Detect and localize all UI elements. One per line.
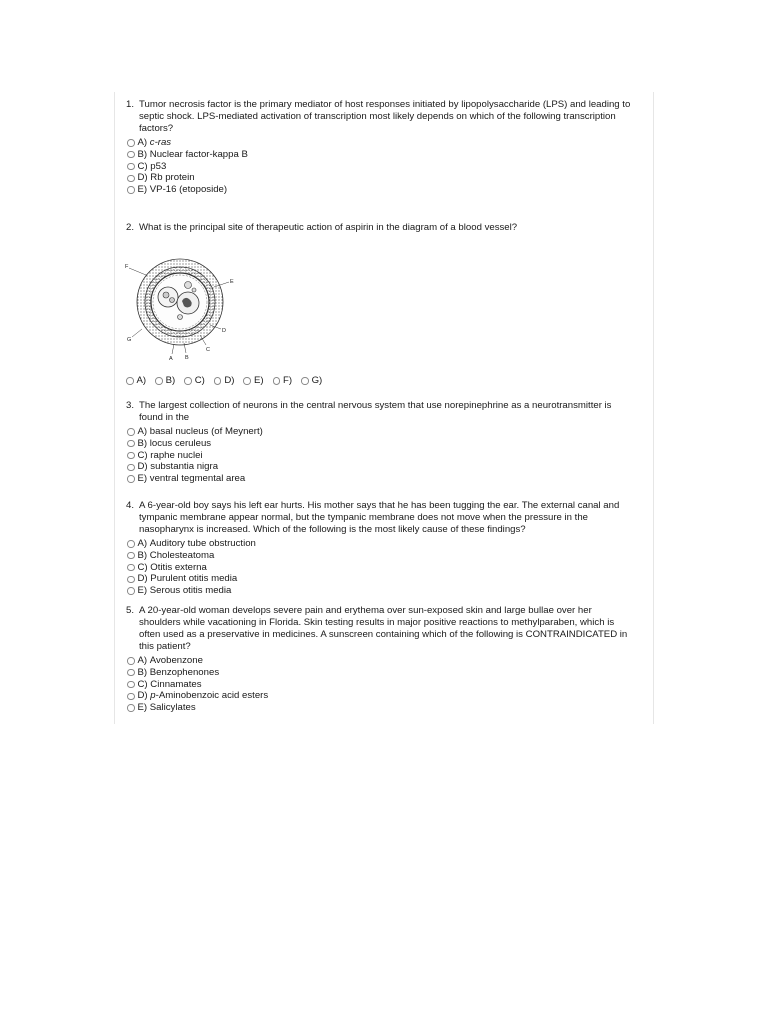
option-b[interactable]: B) (155, 375, 175, 387)
radio-icon[interactable] (127, 428, 135, 436)
radio-icon[interactable] (127, 693, 135, 701)
radio-icon[interactable] (126, 377, 134, 385)
radio-icon[interactable] (127, 704, 135, 712)
diagram-label-f: F (125, 264, 129, 270)
question-number: 1. (126, 99, 135, 110)
option-e[interactable]: E) VP-16 (etoposide) (127, 184, 636, 196)
radio-icon[interactable] (127, 151, 135, 159)
option-d[interactable]: D) (214, 375, 235, 387)
radio-icon[interactable] (127, 464, 135, 472)
radio-icon[interactable] (127, 163, 135, 171)
question-number: 5. (126, 605, 135, 616)
answer-options (126, 538, 636, 597)
radio-icon[interactable] (243, 377, 251, 385)
answer-options (126, 137, 636, 196)
question-number: 3. (126, 400, 135, 411)
radio-icon[interactable] (127, 452, 135, 460)
radio-icon[interactable] (127, 564, 135, 572)
radio-icon[interactable] (184, 377, 192, 385)
option-a[interactable]: A) basal nucleus (of Meynert) (127, 426, 636, 438)
radio-icon[interactable] (127, 587, 135, 595)
answer-options (126, 426, 636, 485)
question-2 (126, 222, 636, 234)
radio-icon[interactable] (127, 440, 135, 448)
option-b[interactable]: B) Nuclear factor-kappa B (127, 149, 636, 161)
question-text: The largest collection of neurons in the central nervous system that use norepinephrine as a neurotransmitter is found in the (139, 400, 612, 423)
question-5 (126, 605, 636, 714)
question-text: A 6-year-old boy says his left ear hurts. His mother says that he has been tugging the ear. The external canal and tympanic membrane appear normal, but the tympanic membrane does not move when the pressure in the nasopharynx is increased. Which of the following is the most likely cause of these findings? (139, 500, 620, 535)
radio-icon[interactable] (301, 377, 309, 385)
radio-icon[interactable] (127, 681, 135, 689)
option-a[interactable]: A) (126, 375, 146, 387)
radio-icon[interactable] (273, 377, 281, 385)
radio-icon[interactable] (214, 377, 222, 385)
radio-icon[interactable] (155, 377, 163, 385)
option-f[interactable]: F) (273, 375, 293, 387)
radio-icon[interactable] (127, 552, 135, 560)
radio-icon[interactable] (127, 186, 135, 194)
option-c[interactable]: C) Cinnamates (127, 679, 636, 691)
question-number: 2. (126, 222, 135, 233)
option-b[interactable]: B) Benzophenones (127, 667, 636, 679)
option-d[interactable]: D) substantia nigra (127, 461, 636, 473)
option-b[interactable]: B) Cholesteatoma (127, 550, 636, 562)
option-d[interactable]: D) Rb protein (127, 172, 636, 184)
option-c[interactable]: C) p53 (127, 161, 636, 173)
diagram-label-d: D (222, 328, 226, 334)
radio-icon[interactable] (127, 657, 135, 665)
option-d[interactable]: D) p -Aminobenzoic acid esters (127, 690, 636, 702)
question-2-options (126, 373, 636, 387)
option-e[interactable]: E) ventral tegmental area (127, 473, 636, 485)
option-b[interactable]: B) locus ceruleus (127, 438, 636, 450)
option-e[interactable]: E) Serous otitis media (127, 585, 636, 597)
option-g[interactable]: G) (301, 375, 322, 387)
platelet (185, 282, 192, 289)
option-e[interactable]: E) (243, 375, 263, 387)
option-e[interactable]: E) Salicylates (127, 702, 636, 714)
radio-icon[interactable] (127, 576, 135, 584)
diagram-label-c: C (206, 347, 210, 353)
radio-icon[interactable] (127, 175, 135, 183)
option-c[interactable]: C) raphe nuclei (127, 450, 636, 462)
question-text: Tumor necrosis factor is the primary mediator of host responses initiated by lipopolysaccharide (LPS) and leading to septic shock. LPS-mediated activation of transcription most likely depends on which of the following transcription factors? (139, 99, 631, 134)
blood-vessel-diagram (122, 257, 238, 365)
question-number: 4. (126, 500, 135, 511)
option-d[interactable]: D) Purulent otitis media (127, 573, 636, 585)
option-c[interactable]: C) Otitis externa (127, 562, 636, 574)
answer-options (126, 375, 636, 387)
radio-icon[interactable] (127, 139, 135, 147)
diagram-label-g: G (127, 337, 132, 343)
question-text: A 20-year-old woman develops severe pain and erythema over sun-exposed skin and large bullae over her shoulders while vacationing in Florida. Skin testing results in major positive reactions to methylparaben, which is often used as a preservative in medicines. A sunscreen containing which of the following is CONTRAINDICATED in this patient? (139, 605, 628, 652)
diagram-label-b: B (185, 355, 189, 361)
option-a[interactable]: A) Avobenzone (127, 655, 636, 667)
question-4 (126, 500, 636, 597)
diagram-label-e: E (230, 279, 234, 285)
option-a[interactable]: A) Auditory tube obstruction (127, 538, 636, 550)
radio-icon[interactable] (127, 475, 135, 483)
option-c[interactable]: C) (184, 375, 205, 387)
question-1 (126, 99, 636, 196)
diagram-label-a: A (169, 356, 173, 362)
option-a[interactable]: A) c-ras (127, 137, 636, 149)
radio-icon[interactable] (127, 540, 135, 548)
answer-options (126, 655, 636, 714)
radio-icon[interactable] (127, 669, 135, 677)
question-3 (126, 400, 636, 485)
question-text: What is the principal site of therapeutic action of aspirin in the diagram of a blood vessel? (139, 222, 518, 233)
